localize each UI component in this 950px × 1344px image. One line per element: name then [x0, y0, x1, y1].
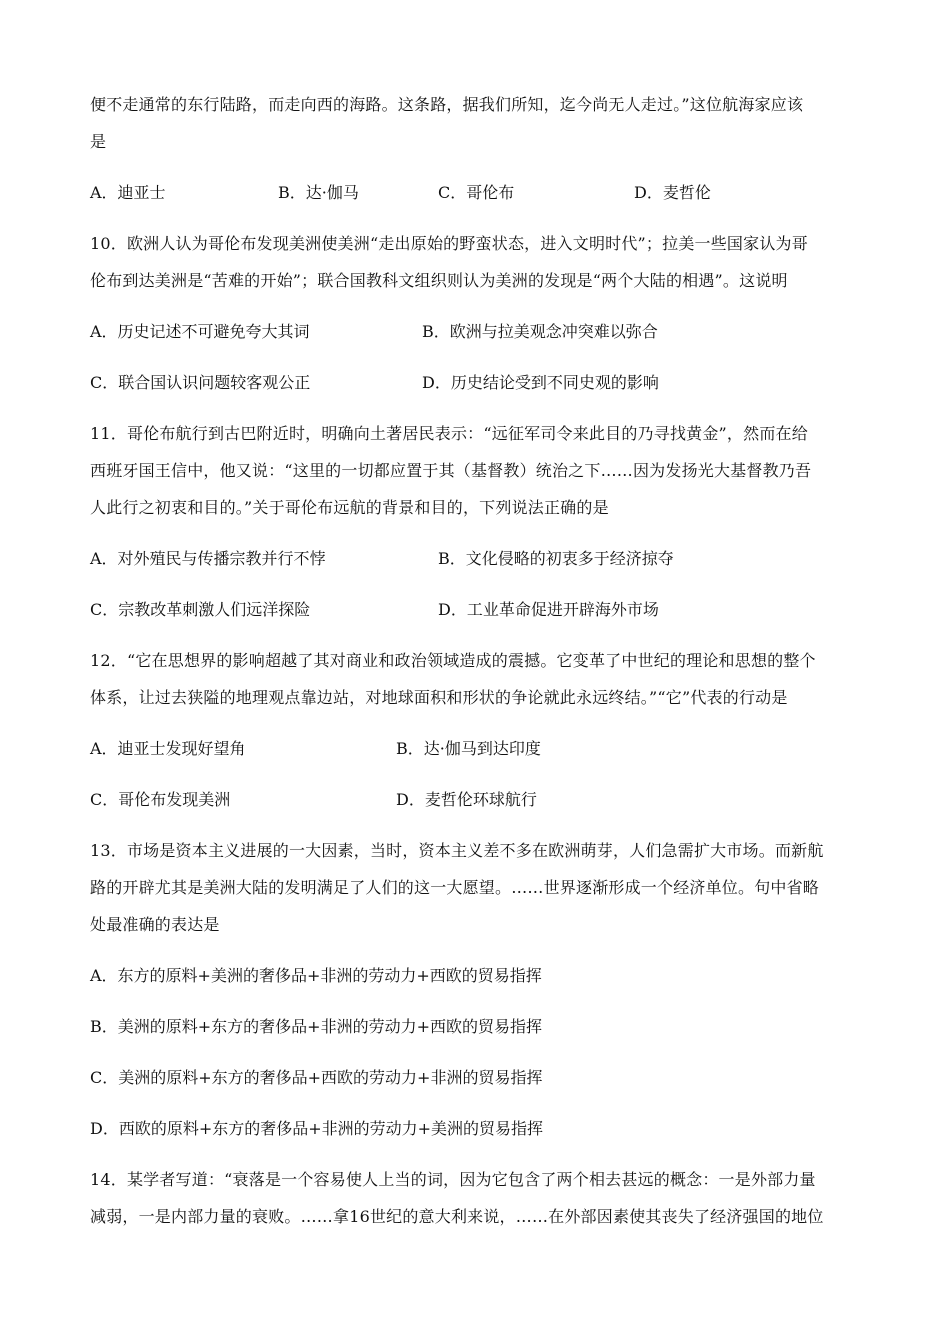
q9-option-b: B．达·伽马 — [278, 183, 359, 202]
q13-option-a: A．东方的原料+美洲的奢侈品+非洲的劳动力+西欧的贸易指挥 — [90, 966, 542, 985]
q11-option-d: D．工业革命促进开辟海外市场 — [438, 600, 659, 619]
q11-option-b: B．文化侵略的初衷多于经济掠夺 — [438, 549, 674, 568]
q9-option-a: A．迪亚士 — [90, 183, 166, 202]
q11-stem-line-1: 11．哥伦布航行到古巴附近时，明确向土著居民表示：“远征军司令来此目的乃寻找黄金”，然而在给 — [90, 424, 808, 443]
q9-option-d: D．麦哲伦 — [634, 183, 711, 202]
q9-option-c: C．哥伦布 — [438, 183, 515, 202]
q10-option-b: B．欧洲与拉美观念冲突难以弥合 — [422, 322, 658, 341]
q13-stem-line-3: 处最准确的表达是 — [90, 915, 220, 934]
q11-stem-line-3: 人此行之初衷和目的。”关于哥伦布远航的背景和目的，下列说法正确的是 — [90, 498, 609, 517]
q13-option-d: D．西欧的原料+东方的奢侈品+非洲的劳动力+美洲的贸易指挥 — [90, 1119, 544, 1138]
q13-stem-line-2: 路的开辟尤其是美洲大陆的发明满足了人们的这一大愿望。……世界逐渐形成一个经济单位。句中省略 — [90, 878, 820, 897]
q9-stem-line-2: 是 — [90, 132, 107, 151]
q12-option-d: D．麦哲伦环球航行 — [396, 790, 537, 809]
q14-stem-line-2: 减弱，一是内部力量的衰败。……拿16世纪的意大利来说，……在外部因素使其丧失了经济强国的地位 — [90, 1207, 824, 1226]
q10-stem-line-1: 10．欧洲人认为哥伦布发现美洲使美洲“走出原始的野蛮状态，进入文明时代”；拉美一些国家认为哥 — [90, 234, 808, 253]
q12-option-b: B．达·伽马到达印度 — [396, 739, 541, 758]
q9-stem-line-1: 便不走通常的东行陆路，而走向西的海路。这条路，据我们所知，迄今尚无人走过。”这位航海家应该 — [90, 95, 804, 114]
q11-option-c: C．宗教改革刺激人们远洋探险 — [90, 600, 311, 619]
q12-option-c: C．哥伦布发现美洲 — [90, 790, 231, 809]
q10-option-c: C．联合国认识问题较客观公正 — [90, 373, 311, 392]
q13-option-c: C．美洲的原料+东方的奢侈品+西欧的劳动力+非洲的贸易指挥 — [90, 1068, 543, 1087]
q11-option-a: A．对外殖民与传播宗教并行不悖 — [90, 549, 326, 568]
q12-option-a: A．迪亚士发现好望角 — [90, 739, 246, 758]
q14-stem-line-1: 14．某学者写道：“衰落是一个容易使人上当的词，因为它包含了两个相去甚远的概念：一是外部力量 — [90, 1170, 816, 1189]
q10-option-d: D．历史结论受到不同史观的影响 — [422, 373, 659, 392]
q12-stem-line-1: 12．“它在思想界的影响超越了其对商业和政治领域造成的震撼。它变革了中世纪的理论和思想的整个 — [90, 651, 816, 670]
q10-stem-line-2: 伦布到达美洲是“苦难的开始”；联合国教科文组织则认为美洲的发现是“两个大陆的相遇”。这说明 — [90, 271, 788, 290]
q11-stem-line-2: 西班牙国王信中，他又说：“这里的一切都应置于其（基督教）统治之下……因为发扬光大基督教乃吾 — [90, 461, 812, 480]
q10-option-a: A．历史记述不可避免夸大其词 — [90, 322, 310, 341]
q13-option-b: B．美洲的原料+东方的奢侈品+非洲的劳动力+西欧的贸易指挥 — [90, 1017, 542, 1036]
q12-stem-line-2: 体系，让过去狭隘的地理观点靠边站，对地球面积和形状的争论就此永远终结。”“它”代表的行动是 — [90, 688, 788, 707]
q13-stem-line-1: 13．市场是资本主义进展的一大因素，当时，资本主义差不多在欧洲萌芽，人们急需扩大市场。而新航 — [90, 841, 824, 860]
